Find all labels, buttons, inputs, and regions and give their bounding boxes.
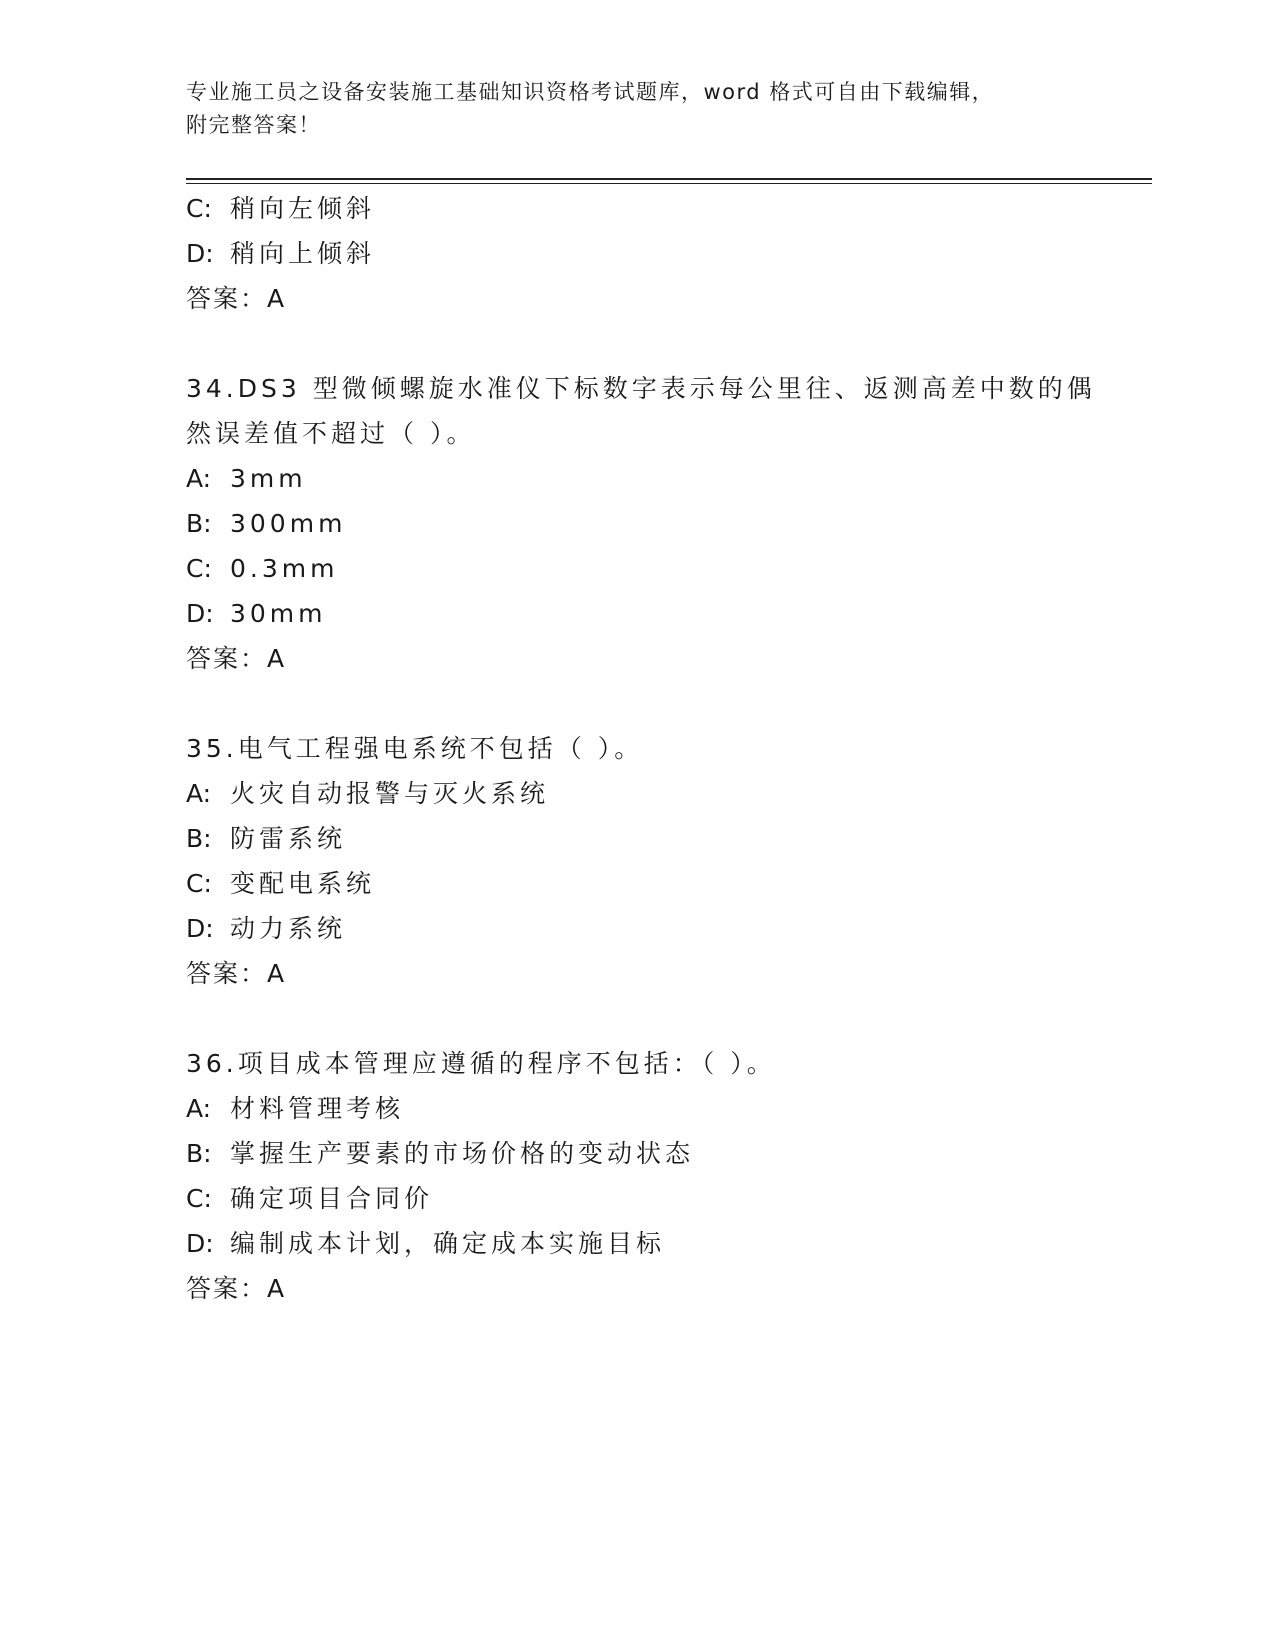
option-letter: D: (186, 599, 214, 628)
option-row (186, 823, 346, 855)
option-text: 稍向上倾斜 (230, 239, 376, 268)
option-text: 稍向左倾斜 (230, 194, 376, 223)
option-text: 确定项目合同价 (230, 1184, 434, 1213)
answer-line: 答案：A (186, 1274, 287, 1303)
option-letter: C: (186, 1184, 212, 1213)
answer-line: 答案：A (186, 959, 287, 988)
option-row (186, 598, 327, 630)
question-stem-34-cont: 然误差值不超过（ ）。 (186, 419, 476, 448)
option-text: 30mm (230, 599, 327, 628)
option-text: 防雷系统 (230, 824, 347, 853)
option-letter: A: (186, 779, 212, 808)
option-text: 材料管理考核 (230, 1094, 405, 1123)
option-letter: C: (186, 554, 212, 583)
option-letter: C: (186, 869, 212, 898)
question-stem-36: 36.项目成本管理应遵循的程序不包括：（ ）。 (186, 1049, 776, 1078)
option-text: 编制成本计划，确定成本实施目标 (230, 1229, 666, 1258)
option-row (186, 463, 307, 495)
option-row (186, 238, 375, 270)
option-row (186, 508, 346, 540)
option-letter: A: (186, 464, 212, 493)
option-row (186, 1138, 694, 1170)
option-letter: B: (186, 1139, 212, 1168)
option-text: 0.3mm (230, 554, 339, 583)
option-text: 变配电系统 (230, 869, 376, 898)
option-letter: B: (186, 509, 212, 538)
option-letter: D: (186, 1229, 214, 1258)
option-letter: C: (186, 194, 212, 223)
header-line-2: 附完整答案！ (186, 113, 321, 137)
option-text: 3mm (230, 464, 307, 493)
answer-line: 答案：A (186, 644, 287, 673)
page-header (186, 76, 1066, 142)
option-text: 火灾自动报警与灭火系统 (230, 779, 550, 808)
option-row (186, 868, 375, 900)
option-row (186, 553, 338, 585)
option-row (186, 913, 346, 945)
answer-line: 答案：A (186, 284, 287, 313)
option-letter: B: (186, 824, 212, 853)
option-letter: A: (186, 1094, 212, 1123)
option-text: 300mm (230, 509, 347, 538)
header-line-1: 专业施工员之设备安装施工基础知识资格考试题库，word 格式可自由下载编辑， (186, 80, 995, 104)
option-letter: D: (186, 914, 214, 943)
option-row (186, 193, 375, 225)
option-row (186, 778, 549, 810)
option-text: 掌握生产要素的市场价格的变动状态 (230, 1139, 695, 1168)
question-stem-34: 34.DS3 型微倾螺旋水准仪下标数字表示每公里往、返测高差中数的偶 (186, 374, 1096, 403)
option-row (186, 1093, 404, 1125)
option-row (186, 1228, 665, 1260)
option-row (186, 1183, 433, 1215)
header-divider-thin (186, 183, 1152, 184)
header-divider-thick (186, 178, 1152, 180)
question-stem-35: 35.电气工程强电系统不包括（ ）。 (186, 734, 644, 763)
option-letter: D: (186, 239, 214, 268)
option-text: 动力系统 (230, 914, 347, 943)
